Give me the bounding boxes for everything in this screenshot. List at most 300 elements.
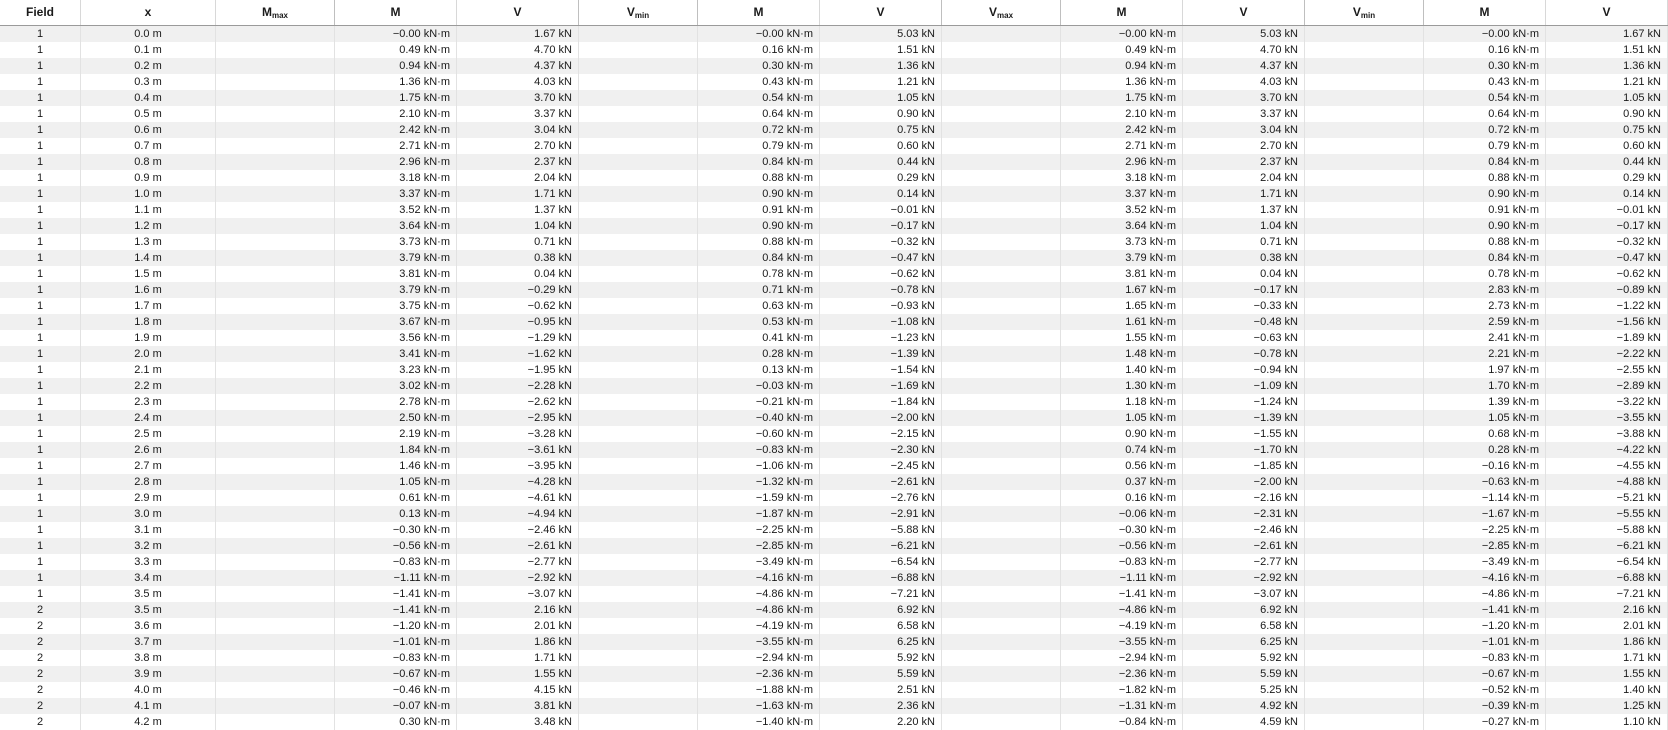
table-row[interactable] bbox=[0, 714, 1668, 730]
cell-v-min-1 bbox=[579, 138, 698, 154]
cell-m-max bbox=[216, 282, 335, 298]
cell-v-2: 5.03 kN bbox=[820, 26, 942, 43]
table-row[interactable] bbox=[0, 378, 1668, 394]
cell-v-max bbox=[942, 586, 1061, 602]
cell-x: 4.0 m bbox=[81, 682, 216, 698]
cell-field: 1 bbox=[0, 586, 81, 602]
cell-v-min-1 bbox=[579, 554, 698, 570]
cell-v-2: 6.25 kN bbox=[820, 634, 942, 650]
cell-m-4: −1.67 kN·m bbox=[1424, 506, 1546, 522]
cell-v-2: 5.92 kN bbox=[820, 650, 942, 666]
cell-v-max bbox=[942, 666, 1061, 682]
cell-v-1: 3.37 kN bbox=[457, 106, 579, 122]
cell-v-min-1 bbox=[579, 506, 698, 522]
cell-m-3: 3.73 kN·m bbox=[1061, 234, 1183, 250]
cell-v-2: 6.92 kN bbox=[820, 602, 942, 618]
cell-v-3: −2.77 kN bbox=[1183, 554, 1305, 570]
cell-field: 1 bbox=[0, 202, 81, 218]
cell-m-1: −1.11 kN·m bbox=[335, 570, 457, 586]
table-row[interactable] bbox=[0, 266, 1668, 282]
cell-m-4: 0.91 kN·m bbox=[1424, 202, 1546, 218]
cell-m-1: 3.79 kN·m bbox=[335, 282, 457, 298]
cell-field: 2 bbox=[0, 650, 81, 666]
table-row[interactable] bbox=[0, 154, 1668, 170]
cell-v-min-1 bbox=[579, 314, 698, 330]
cell-m-3: −1.41 kN·m bbox=[1061, 586, 1183, 602]
cell-m-1: 0.94 kN·m bbox=[335, 58, 457, 74]
cell-m-3: 0.37 kN·m bbox=[1061, 474, 1183, 490]
cell-v-4: 1.10 kN bbox=[1546, 714, 1668, 730]
cell-m-1: −1.01 kN·m bbox=[335, 634, 457, 650]
cell-m-1: −0.07 kN·m bbox=[335, 698, 457, 714]
cell-m-4: 0.16 kN·m bbox=[1424, 42, 1546, 58]
table-row[interactable] bbox=[0, 538, 1668, 554]
table-row[interactable] bbox=[0, 474, 1668, 490]
table-row[interactable] bbox=[0, 698, 1668, 714]
cell-v-min-2 bbox=[1305, 186, 1424, 202]
cell-field: 1 bbox=[0, 170, 81, 186]
cell-v-3: 4.70 kN bbox=[1183, 42, 1305, 58]
cell-v-4: 0.29 kN bbox=[1546, 170, 1668, 186]
cell-m-3: 0.56 kN·m bbox=[1061, 458, 1183, 474]
cell-v-1: 0.04 kN bbox=[457, 266, 579, 282]
cell-x: 2.5 m bbox=[81, 426, 216, 442]
cell-v-3: 6.58 kN bbox=[1183, 618, 1305, 634]
cell-x: 2.1 m bbox=[81, 362, 216, 378]
cell-v-1: −3.95 kN bbox=[457, 458, 579, 474]
column-header-m-max[interactable]: $M_{max}$ bbox=[216, 0, 335, 26]
cell-v-min-2 bbox=[1305, 490, 1424, 506]
column-header-field[interactable]: Field bbox=[0, 0, 81, 26]
column-header-v-4[interactable]: V bbox=[1546, 0, 1668, 26]
cell-v-4: −6.88 kN bbox=[1546, 570, 1668, 586]
cell-m-2: −1.32 kN·m bbox=[698, 474, 820, 490]
cell-x: 3.4 m bbox=[81, 570, 216, 586]
cell-m-4: −1.01 kN·m bbox=[1424, 634, 1546, 650]
table-row[interactable] bbox=[0, 250, 1668, 266]
cell-m-4: −2.25 kN·m bbox=[1424, 522, 1546, 538]
cell-x: 3.2 m bbox=[81, 538, 216, 554]
cell-m-1: 2.96 kN·m bbox=[335, 154, 457, 170]
cell-v-min-1 bbox=[579, 234, 698, 250]
cell-v-4: 1.86 kN bbox=[1546, 634, 1668, 650]
table-row[interactable] bbox=[0, 442, 1668, 458]
cell-v-1: −0.29 kN bbox=[457, 282, 579, 298]
cell-m-max bbox=[216, 426, 335, 442]
cell-v-min-2 bbox=[1305, 282, 1424, 298]
table-row[interactable] bbox=[0, 458, 1668, 474]
cell-v-3: 6.25 kN bbox=[1183, 634, 1305, 650]
cell-v-1: 2.04 kN bbox=[457, 170, 579, 186]
table-row[interactable] bbox=[0, 522, 1668, 538]
cell-v-3: −1.85 kN bbox=[1183, 458, 1305, 474]
cell-v-min-2 bbox=[1305, 90, 1424, 106]
cell-m-1: 3.23 kN·m bbox=[335, 362, 457, 378]
cell-m-3: 0.90 kN·m bbox=[1061, 426, 1183, 442]
cell-m-3: −2.36 kN·m bbox=[1061, 666, 1183, 682]
cell-v-1: −0.62 kN bbox=[457, 298, 579, 314]
table-row[interactable] bbox=[0, 282, 1668, 298]
table-row[interactable] bbox=[0, 346, 1668, 362]
table-row[interactable] bbox=[0, 58, 1668, 74]
cell-m-2: 0.79 kN·m bbox=[698, 138, 820, 154]
table-row[interactable] bbox=[0, 330, 1668, 346]
cell-v-max bbox=[942, 458, 1061, 474]
cell-field: 1 bbox=[0, 138, 81, 154]
cell-m-4: −0.39 kN·m bbox=[1424, 698, 1546, 714]
cell-v-4: −3.55 kN bbox=[1546, 410, 1668, 426]
cell-v-3: 2.37 kN bbox=[1183, 154, 1305, 170]
cell-v-2: −6.21 kN bbox=[820, 538, 942, 554]
cell-v-4: 1.55 kN bbox=[1546, 666, 1668, 682]
cell-v-min-1 bbox=[579, 74, 698, 90]
cell-field: 1 bbox=[0, 186, 81, 202]
cell-m-4: 1.39 kN·m bbox=[1424, 394, 1546, 410]
cell-v-max bbox=[942, 634, 1061, 650]
cell-v-2: −7.21 kN bbox=[820, 586, 942, 602]
cell-v-4: −0.01 kN bbox=[1546, 202, 1668, 218]
cell-m-2: 0.84 kN·m bbox=[698, 250, 820, 266]
cell-v-1: 4.70 kN bbox=[457, 42, 579, 58]
column-header-v-1[interactable]: V bbox=[457, 0, 579, 26]
table-header-row bbox=[0, 0, 1668, 26]
cell-m-2: −2.25 kN·m bbox=[698, 522, 820, 538]
column-header-v-min-1[interactable]: $V_{min}$ bbox=[579, 0, 698, 26]
cell-v-4: 1.40 kN bbox=[1546, 682, 1668, 698]
cell-x: 2.6 m bbox=[81, 442, 216, 458]
table-row[interactable] bbox=[0, 234, 1668, 250]
table-row[interactable] bbox=[0, 666, 1668, 682]
cell-m-2: 0.91 kN·m bbox=[698, 202, 820, 218]
cell-x: 0.5 m bbox=[81, 106, 216, 122]
cell-v-max bbox=[942, 602, 1061, 618]
cell-field: 1 bbox=[0, 122, 81, 138]
cell-m-2: −4.86 kN·m bbox=[698, 602, 820, 618]
cell-m-max bbox=[216, 346, 335, 362]
cell-v-2: 0.75 kN bbox=[820, 122, 942, 138]
table-row[interactable] bbox=[0, 586, 1668, 602]
cell-v-1: −2.61 kN bbox=[457, 538, 579, 554]
cell-m-1: 3.56 kN·m bbox=[335, 330, 457, 346]
table-row[interactable] bbox=[0, 186, 1668, 202]
cell-x: 0.0 m bbox=[81, 26, 216, 43]
cell-field: 1 bbox=[0, 298, 81, 314]
table-row[interactable] bbox=[0, 138, 1668, 154]
cell-x: 2.0 m bbox=[81, 346, 216, 362]
cell-m-1: 3.18 kN·m bbox=[335, 170, 457, 186]
cell-m-2: −3.55 kN·m bbox=[698, 634, 820, 650]
cell-m-3: 3.79 kN·m bbox=[1061, 250, 1183, 266]
cell-m-2: 0.63 kN·m bbox=[698, 298, 820, 314]
cell-v-max bbox=[942, 298, 1061, 314]
cell-v-2: 6.58 kN bbox=[820, 618, 942, 634]
table-row[interactable] bbox=[0, 42, 1668, 58]
cell-field: 1 bbox=[0, 506, 81, 522]
cell-v-2: 1.05 kN bbox=[820, 90, 942, 106]
cell-m-3: −4.86 kN·m bbox=[1061, 602, 1183, 618]
cell-v-max bbox=[942, 698, 1061, 714]
cell-field: 1 bbox=[0, 346, 81, 362]
cell-m-1: −0.67 kN·m bbox=[335, 666, 457, 682]
column-header-v-3[interactable]: V bbox=[1183, 0, 1305, 26]
table-row[interactable] bbox=[0, 314, 1668, 330]
table-row[interactable] bbox=[0, 410, 1668, 426]
cell-field: 1 bbox=[0, 330, 81, 346]
cell-field: 1 bbox=[0, 378, 81, 394]
cell-m-4: 0.64 kN·m bbox=[1424, 106, 1546, 122]
cell-v-1: −2.95 kN bbox=[457, 410, 579, 426]
cell-v-1: 4.37 kN bbox=[457, 58, 579, 74]
cell-x: 4.2 m bbox=[81, 714, 216, 730]
cell-x: 0.3 m bbox=[81, 74, 216, 90]
table-row[interactable] bbox=[0, 426, 1668, 442]
cell-v-4: 2.16 kN bbox=[1546, 602, 1668, 618]
cell-m-4: −0.67 kN·m bbox=[1424, 666, 1546, 682]
cell-m-4: 0.30 kN·m bbox=[1424, 58, 1546, 74]
cell-m-max bbox=[216, 58, 335, 74]
cell-m-3: 3.81 kN·m bbox=[1061, 266, 1183, 282]
cell-m-3: 3.64 kN·m bbox=[1061, 218, 1183, 234]
column-header-v-max[interactable]: $V_{max}$ bbox=[942, 0, 1061, 26]
cell-m-max bbox=[216, 650, 335, 666]
cell-m-4: 0.54 kN·m bbox=[1424, 90, 1546, 106]
cell-v-3: −1.55 kN bbox=[1183, 426, 1305, 442]
table-row[interactable] bbox=[0, 634, 1668, 650]
cell-m-1: −1.20 kN·m bbox=[335, 618, 457, 634]
cell-m-2: 0.28 kN·m bbox=[698, 346, 820, 362]
cell-x: 3.3 m bbox=[81, 554, 216, 570]
cell-v-min-2 bbox=[1305, 602, 1424, 618]
cell-m-1: 2.71 kN·m bbox=[335, 138, 457, 154]
cell-v-3: 3.37 kN bbox=[1183, 106, 1305, 122]
cell-v-min-1 bbox=[579, 202, 698, 218]
cell-m-1: −0.83 kN·m bbox=[335, 554, 457, 570]
cell-v-min-1 bbox=[579, 394, 698, 410]
column-header-v-2[interactable]: V bbox=[820, 0, 942, 26]
cell-v-4: −0.17 kN bbox=[1546, 218, 1668, 234]
column-header-m-1[interactable]: M bbox=[335, 0, 457, 26]
table-row[interactable] bbox=[0, 554, 1668, 570]
table-row[interactable] bbox=[0, 202, 1668, 218]
column-header-v-min-2[interactable]: $V_{min}$ bbox=[1305, 0, 1424, 26]
cell-v-3: −2.92 kN bbox=[1183, 570, 1305, 586]
cell-v-1: −1.29 kN bbox=[457, 330, 579, 346]
cell-v-4: 1.51 kN bbox=[1546, 42, 1668, 58]
cell-v-min-1 bbox=[579, 26, 698, 43]
table-row[interactable] bbox=[0, 218, 1668, 234]
cell-v-min-2 bbox=[1305, 426, 1424, 442]
table-row[interactable] bbox=[0, 506, 1668, 522]
cell-m-3: 1.36 kN·m bbox=[1061, 74, 1183, 90]
cell-v-4: −0.47 kN bbox=[1546, 250, 1668, 266]
cell-v-2: 0.60 kN bbox=[820, 138, 942, 154]
cell-m-1: 3.41 kN·m bbox=[335, 346, 457, 362]
cell-m-3: 0.74 kN·m bbox=[1061, 442, 1183, 458]
cell-m-3: −1.31 kN·m bbox=[1061, 698, 1183, 714]
cell-m-2: −1.88 kN·m bbox=[698, 682, 820, 698]
cell-m-3: 1.40 kN·m bbox=[1061, 362, 1183, 378]
cell-field: 1 bbox=[0, 394, 81, 410]
cell-v-max bbox=[942, 122, 1061, 138]
table-row[interactable] bbox=[0, 618, 1668, 634]
cell-v-3: −2.46 kN bbox=[1183, 522, 1305, 538]
cell-m-max bbox=[216, 602, 335, 618]
cell-v-max bbox=[942, 618, 1061, 634]
cell-v-2: 5.59 kN bbox=[820, 666, 942, 682]
cell-v-max bbox=[942, 442, 1061, 458]
cell-m-2: −0.00 kN·m bbox=[698, 26, 820, 43]
cell-x: 1.5 m bbox=[81, 266, 216, 282]
cell-m-4: 2.83 kN·m bbox=[1424, 282, 1546, 298]
cell-v-1: −4.94 kN bbox=[457, 506, 579, 522]
cell-v-min-2 bbox=[1305, 682, 1424, 698]
cell-m-max bbox=[216, 122, 335, 138]
cell-m-1: −0.30 kN·m bbox=[335, 522, 457, 538]
table-row[interactable] bbox=[0, 106, 1668, 122]
cell-v-1: 3.48 kN bbox=[457, 714, 579, 730]
cell-v-min-1 bbox=[579, 618, 698, 634]
cell-field: 1 bbox=[0, 522, 81, 538]
cell-v-1: 1.55 kN bbox=[457, 666, 579, 682]
cell-v-max bbox=[942, 154, 1061, 170]
cell-v-min-1 bbox=[579, 634, 698, 650]
cell-v-1: −2.28 kN bbox=[457, 378, 579, 394]
cell-v-min-1 bbox=[579, 650, 698, 666]
table-row[interactable] bbox=[0, 298, 1668, 314]
cell-m-2: −4.86 kN·m bbox=[698, 586, 820, 602]
cell-m-max bbox=[216, 570, 335, 586]
table-row[interactable] bbox=[0, 602, 1668, 618]
cell-m-4: −1.14 kN·m bbox=[1424, 490, 1546, 506]
table-row[interactable] bbox=[0, 650, 1668, 666]
column-header-m-2[interactable]: M bbox=[698, 0, 820, 26]
table-row[interactable] bbox=[0, 394, 1668, 410]
cell-m-3: 1.18 kN·m bbox=[1061, 394, 1183, 410]
cell-m-3: 3.37 kN·m bbox=[1061, 186, 1183, 202]
cell-field: 2 bbox=[0, 698, 81, 714]
cell-m-2: −2.85 kN·m bbox=[698, 538, 820, 554]
cell-x: 1.2 m bbox=[81, 218, 216, 234]
cell-m-2: −0.60 kN·m bbox=[698, 426, 820, 442]
cell-m-max bbox=[216, 458, 335, 474]
cell-m-2: 0.72 kN·m bbox=[698, 122, 820, 138]
cell-m-2: 0.53 kN·m bbox=[698, 314, 820, 330]
cell-m-2: 0.13 kN·m bbox=[698, 362, 820, 378]
cell-m-3: −0.00 kN·m bbox=[1061, 26, 1183, 43]
cell-v-min-2 bbox=[1305, 458, 1424, 474]
cell-field: 2 bbox=[0, 666, 81, 682]
cell-v-min-1 bbox=[579, 522, 698, 538]
cell-v-4: 1.05 kN bbox=[1546, 90, 1668, 106]
cell-m-max bbox=[216, 506, 335, 522]
cell-x: 2.4 m bbox=[81, 410, 216, 426]
cell-x: 3.5 m bbox=[81, 586, 216, 602]
cell-v-3: −0.63 kN bbox=[1183, 330, 1305, 346]
cell-v-2: 1.21 kN bbox=[820, 74, 942, 90]
cell-m-1: −0.46 kN·m bbox=[335, 682, 457, 698]
cell-v-2: −0.17 kN bbox=[820, 218, 942, 234]
cell-v-max bbox=[942, 474, 1061, 490]
cell-v-min-1 bbox=[579, 698, 698, 714]
cell-field: 2 bbox=[0, 682, 81, 698]
column-header-m-4[interactable]: M bbox=[1424, 0, 1546, 26]
cell-v-max bbox=[942, 570, 1061, 586]
cell-v-2: 2.20 kN bbox=[820, 714, 942, 730]
table-row[interactable] bbox=[0, 90, 1668, 106]
table-row[interactable] bbox=[0, 682, 1668, 698]
cell-v-min-1 bbox=[579, 122, 698, 138]
cell-m-3: −3.55 kN·m bbox=[1061, 634, 1183, 650]
cell-v-1: 2.16 kN bbox=[457, 602, 579, 618]
table-row[interactable] bbox=[0, 362, 1668, 378]
cell-v-2: −2.61 kN bbox=[820, 474, 942, 490]
cell-v-1: 2.70 kN bbox=[457, 138, 579, 154]
cell-x: 3.9 m bbox=[81, 666, 216, 682]
cell-m-max bbox=[216, 362, 335, 378]
cell-m-4: 0.72 kN·m bbox=[1424, 122, 1546, 138]
table-row[interactable] bbox=[0, 122, 1668, 138]
cell-v-2: −2.91 kN bbox=[820, 506, 942, 522]
cell-v-max bbox=[942, 170, 1061, 186]
cell-v-3: −1.09 kN bbox=[1183, 378, 1305, 394]
cell-x: 0.9 m bbox=[81, 170, 216, 186]
cell-m-2: 0.16 kN·m bbox=[698, 42, 820, 58]
cell-v-max bbox=[942, 506, 1061, 522]
table-header bbox=[0, 0, 1668, 26]
table-row[interactable] bbox=[0, 74, 1668, 90]
cell-v-max bbox=[942, 138, 1061, 154]
cell-m-3: −0.56 kN·m bbox=[1061, 538, 1183, 554]
cell-field: 1 bbox=[0, 554, 81, 570]
cell-m-3: −0.83 kN·m bbox=[1061, 554, 1183, 570]
cell-m-4: −0.63 kN·m bbox=[1424, 474, 1546, 490]
table-row[interactable] bbox=[0, 570, 1668, 586]
cell-v-1: −3.07 kN bbox=[457, 586, 579, 602]
cell-v-min-2 bbox=[1305, 154, 1424, 170]
cell-m-1: 1.05 kN·m bbox=[335, 474, 457, 490]
cell-v-min-2 bbox=[1305, 170, 1424, 186]
cell-m-1: 1.84 kN·m bbox=[335, 442, 457, 458]
cell-v-1: 3.81 kN bbox=[457, 698, 579, 714]
cell-m-4: −1.20 kN·m bbox=[1424, 618, 1546, 634]
column-header-x[interactable]: x bbox=[81, 0, 216, 26]
cell-x: 1.9 m bbox=[81, 330, 216, 346]
cell-x: 0.1 m bbox=[81, 42, 216, 58]
cell-m-max bbox=[216, 474, 335, 490]
cell-v-3: −1.24 kN bbox=[1183, 394, 1305, 410]
column-header-m-3[interactable]: M bbox=[1061, 0, 1183, 26]
cell-v-4: −7.21 kN bbox=[1546, 586, 1668, 602]
cell-m-3: 1.48 kN·m bbox=[1061, 346, 1183, 362]
cell-v-4: −1.56 kN bbox=[1546, 314, 1668, 330]
table-row[interactable] bbox=[0, 490, 1668, 506]
cell-v-min-2 bbox=[1305, 138, 1424, 154]
cell-v-2: −0.47 kN bbox=[820, 250, 942, 266]
cell-x: 2.3 m bbox=[81, 394, 216, 410]
table-row[interactable] bbox=[0, 170, 1668, 186]
table-row[interactable] bbox=[0, 26, 1668, 43]
cell-v-3: −0.48 kN bbox=[1183, 314, 1305, 330]
cell-v-1: 3.04 kN bbox=[457, 122, 579, 138]
cell-v-min-1 bbox=[579, 682, 698, 698]
cell-m-4: 0.90 kN·m bbox=[1424, 186, 1546, 202]
cell-m-3: 1.05 kN·m bbox=[1061, 410, 1183, 426]
cell-v-min-2 bbox=[1305, 714, 1424, 730]
cell-field: 1 bbox=[0, 490, 81, 506]
cell-v-1: 4.15 kN bbox=[457, 682, 579, 698]
cell-m-2: 0.90 kN·m bbox=[698, 218, 820, 234]
cell-v-3: 1.04 kN bbox=[1183, 218, 1305, 234]
